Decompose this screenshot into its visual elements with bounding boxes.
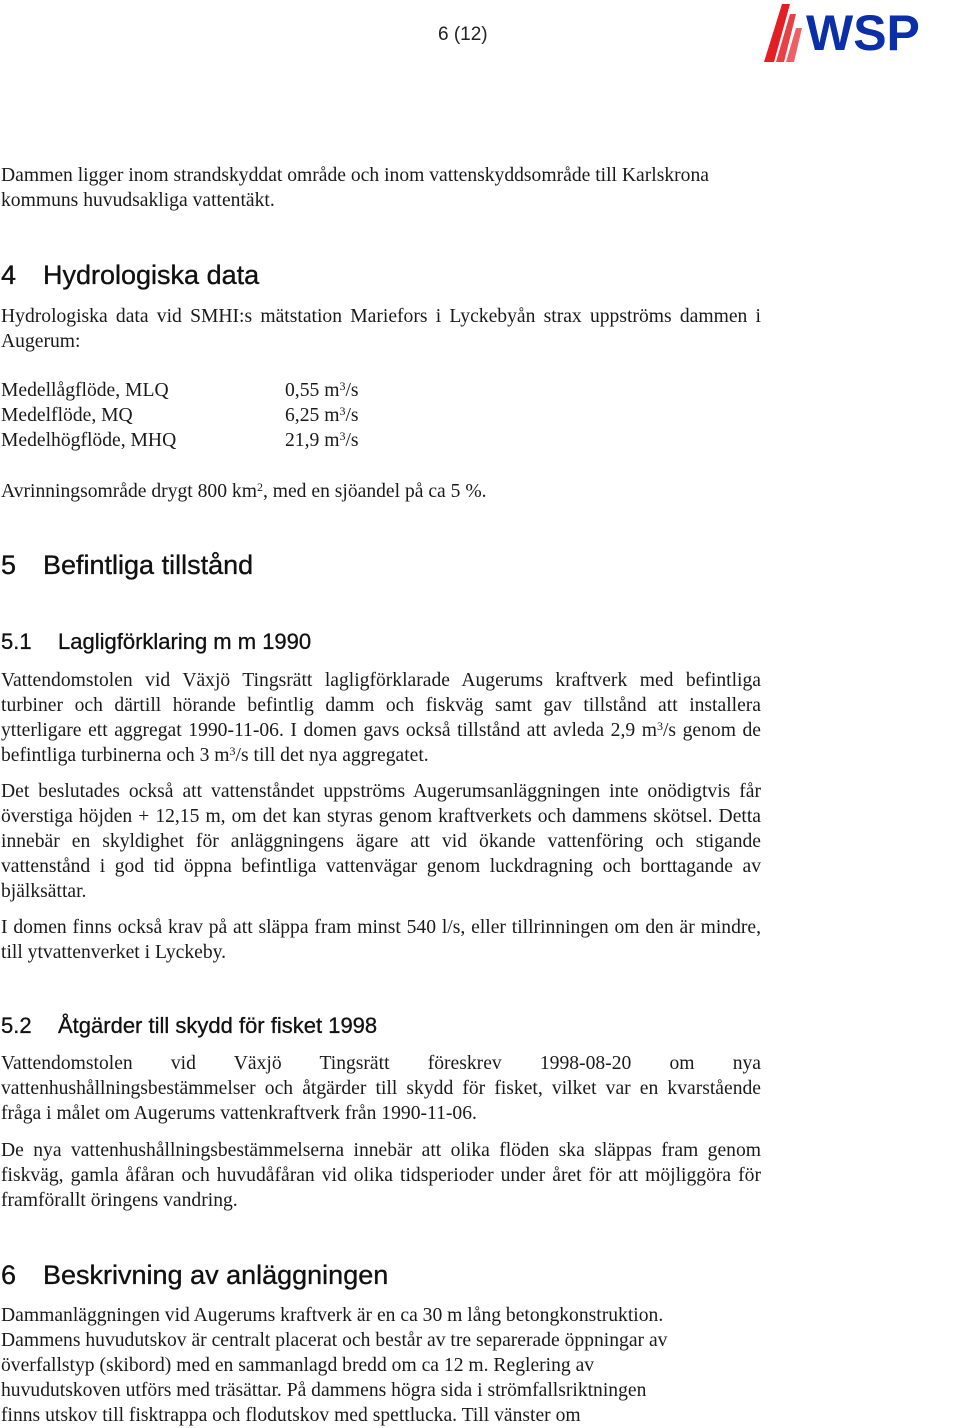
flow-label: Medellågflöde, MLQ (1, 380, 169, 401)
flow-value: 6,25 $m^3/s$ (285, 404, 359, 426)
text-line: överfallstyp (skibord) med en sammanlagd bredd om ca 12 m. Reglering av (1, 1355, 595, 1376)
intro-paragraph: Dammen ligger inom strandskyddat område och inom vattenskyddsområde till Karlskrona kommuns huvudsakliga vattentäkt. (1, 165, 709, 211)
text-line: huvudutskoven utförs med träsättar. På dammens högra sida i strömfallsriktningen (1, 1380, 647, 1401)
section-title: Åtgärder till skydd för fisket 1998 (58, 1013, 378, 1038)
section-title: Hydrologiska data (43, 260, 260, 290)
catchment-text: Avrinningsområde drygt 800 $km^2$, med en sjöandel på ca 5 %. (1, 480, 487, 502)
section-5-1-paragraph-2: Det beslutades också att vattenståndet uppströms Augerumsanläggningen inte onödigtvis får överstiga höjden + 12,15 m, om det kan styras genom kraftverkets och dammens skötsel. Detta innebär en skyldighet för anläggningens ägare att vid ökande vattenföring och stigande vattenstånd i god tid öppna befintliga vattenvägar genom luckdragning och borttagande av bjälksättar. (1, 781, 761, 902)
section-4-intro: Hydrologiska data vid SMHI:s mätstation Mariefors i Lyckebyån strax uppströms dammen i Augerum: (1, 306, 761, 352)
section-5-2-paragraph-2: De nya vattenhushållningsbestämmelserna innebär att olika flöden ska släppas fram genom fiskväg, gamla åfåran och huvudåfåran vid olika tidsperioder under året för att möjliggöra för framförallt öringens vandring. (1, 1140, 761, 1211)
section-5-1-heading (1, 629, 311, 655)
logo-text: WSP (806, 5, 920, 61)
section-5-1-paragraph-3: I domen finns också krav på att släppa fram minst 540 l/s, eller tillrinningen om den är mindre, till ytvattenverket i Lyckeby. (1, 917, 761, 963)
flow-label: Medelhögflöde, MHQ (1, 430, 177, 451)
section-number: 6 (1, 1260, 17, 1290)
section-4-heading (1, 260, 259, 291)
section-title: Beskrivning av anläggningen (43, 1260, 389, 1290)
section-5-heading (1, 550, 253, 581)
section-5-1-paragraph-1: Vattendomstolen vid Växjö Tingsrätt lagligförklarade Augerums kraftverk med befintliga turbiner och därtill hörande befintlig damm och fiskväg samt gav tillstånd att installera ytterligare ett aggregat 1990-11-06. I domen gavs också tillstånd att avleda 2,9 $m^3/s$ genom de befintliga turbinerna och 3 $m^3/s$ till det nya aggregatet. (1, 670, 762, 766)
section-number: 4 (1, 260, 17, 290)
section-number: 5.1 (1, 629, 32, 654)
text-line: finns utskov till fisktrappa och flodutskov med spettlucka. Till vänster om (1, 1405, 581, 1426)
section-5-2-paragraph-1: Vattendomstolen vid Växjö Tingsrätt föreskrev 1998-08-20 om nya vattenhushållningsbestämmelser och åtgärder till skydd för fisket, vilket var en kvarstående fråga i målet om Augerums vattenkraftverk från 1990-11-06. (1, 1053, 761, 1124)
page-number: 6 (12) (438, 24, 488, 45)
flow-value: 0,55 $m^3/s$ (285, 379, 359, 401)
section-title: Befintliga tillstånd (43, 550, 254, 580)
text-line: Dammanläggningen vid Augerums kraftverk är en ca 30 m lång betongkonstruktion. (1, 1305, 664, 1326)
logo-mark (764, 4, 802, 62)
wsp-logo (760, 2, 960, 64)
section-5-2-heading (1, 1013, 377, 1039)
flow-label: Medelflöde, MQ (1, 405, 133, 426)
section-number: 5.2 (1, 1013, 32, 1038)
section-6-heading (1, 1260, 388, 1291)
section-number: 5 (1, 550, 17, 580)
section-6-paragraph (1, 1303, 801, 1428)
section-title: Lagligförklaring m m 1990 (58, 629, 312, 654)
text-line: Dammens huvudutskov är centralt placerat och består av tre separerade öppningar av (1, 1330, 668, 1351)
flow-value: 21,9 $m^3/s$ (285, 429, 359, 451)
